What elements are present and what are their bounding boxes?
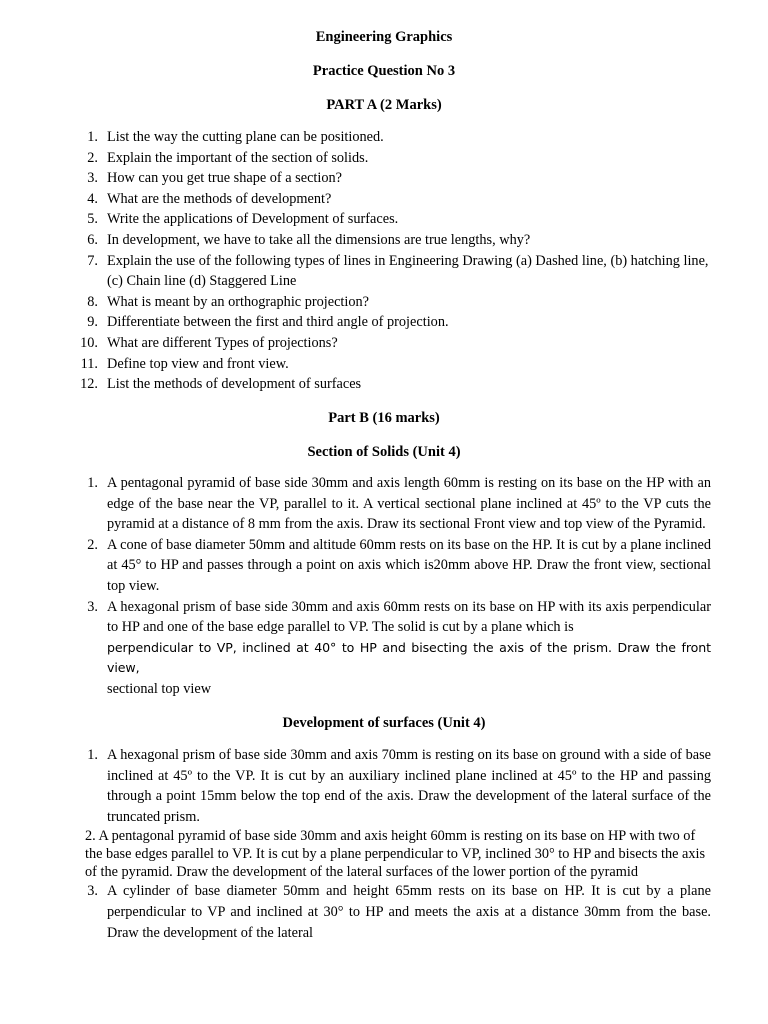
- list-item: 12. List the methods of development of surfaces: [80, 376, 362, 393]
- list-item: 1. List the way the cutting plane can be positioned.: [87, 129, 384, 145]
- section-of-solids-heading: Section of Solids (Unit 4): [307, 444, 461, 460]
- section-of-solids-list: [0, 473, 768, 700]
- list-item: 3. A hexagonal prism of base side 30mm and axis 60mm rests on its base on HP with its axis perpendicular to HP and one of the base edge parallel to VP. The solid is cut by a plane which is perpendicular to VP, inclined at 40° to HP and bisecting the axis of the prism. Draw the front view, sectional top view: [0, 597, 768, 700]
- list-item: 6. In development, we have to take all the dimensions are true lengths, why?: [87, 231, 531, 248]
- list-item: 3. How can you get true shape of a section?: [87, 170, 343, 187]
- part-a-heading: PART A (2 Marks): [326, 97, 442, 113]
- question-text: A hexagonal prism of base side 30mm and axis 60mm rests on its base on HP with its axis perpendicular to HP and one of the base edge parallel to VP. The solid is cut by a plane which is: [107, 598, 711, 636]
- list-item: 2. Explain the important of the section of solids.: [87, 149, 369, 166]
- list-item: 7. Explain the use of the following types of lines in Engineering Drawing (a) Dashed line, (b) hatching line, (c) Chain line (d) Staggered Line: [87, 252, 709, 290]
- development-list: [0, 745, 768, 943]
- list-item: 8. What is meant by an orthographic projection?: [87, 293, 370, 310]
- document-title: Engineering Graphics: [315, 29, 453, 45]
- list-item: 5. Write the applications of Development of surfaces.: [87, 211, 399, 228]
- question-text-end: sectional top view: [107, 680, 212, 697]
- list-item: 11. Define top view and front view.: [80, 355, 289, 372]
- document-subtitle: Practice Question No 3: [312, 63, 456, 79]
- list-item: 9. Differentiate between the first and third angle of projection.: [87, 314, 449, 331]
- list-item: 1. A pentagonal pyramid of base side 30mm and axis length 60mm is resting on its base on the HP with an edge of the base near the VP, parallel to it. A vertical sectional plane inclined at 45º to the VP cuts the pyramid at a distance of 8 mm from the axis. Draw its sectional Front view and top view of the Pyramid.: [87, 475, 711, 533]
- question-text-continued: perpendicular to VP, inclined at 40° to HP and bisecting the axis of the prism. Draw the front view,: [107, 639, 711, 676]
- part-b-heading: Part B (16 marks): [328, 410, 440, 426]
- list-item: 10. What are different Types of projections?: [80, 334, 338, 351]
- part-a-list: [0, 127, 768, 395]
- list-item: 4. What are the methods of development?: [87, 190, 332, 207]
- list-item: 1. A hexagonal prism of base side 30mm and axis 70mm is resting on its base on ground with a side of base inclined at 45º to the VP. It is cut by an auxiliary inclined plane inclined at 45º to the HP and passing through a point 15mm below the top end of the axis. Draw the development of the lateral surface of the truncated prism.: [87, 747, 711, 825]
- development-heading: Development of surfaces (Unit 4): [282, 715, 486, 731]
- list-item: 2. A pentagonal pyramid of base side 30mm and axis height 60mm is resting on its base on HP with two of the base edges parallel to VP. It is cut by a plane perpendicular to VP, inclined 30° to HP and bisects the axis of the pyramid. Draw the development of the lateral surfaces of the lower portion of the pyramid: [85, 828, 706, 881]
- list-item: 3. A cylinder of base diameter 50mm and height 65mm rests on its base on HP. It is cut by a plane perpendicular to VP and inclined at 30° to HP and meets the axis at a distance 30mm from the base. Draw the development of the lateral: [87, 883, 711, 941]
- list-item: 2. A cone of base diameter 50mm and altitude 60mm rests on its base on the HP. It is cut by a plane inclined at 45° to HP and passes through a point on axis which is20mm above HP. Draw the front view, sectional top view.: [87, 536, 711, 594]
